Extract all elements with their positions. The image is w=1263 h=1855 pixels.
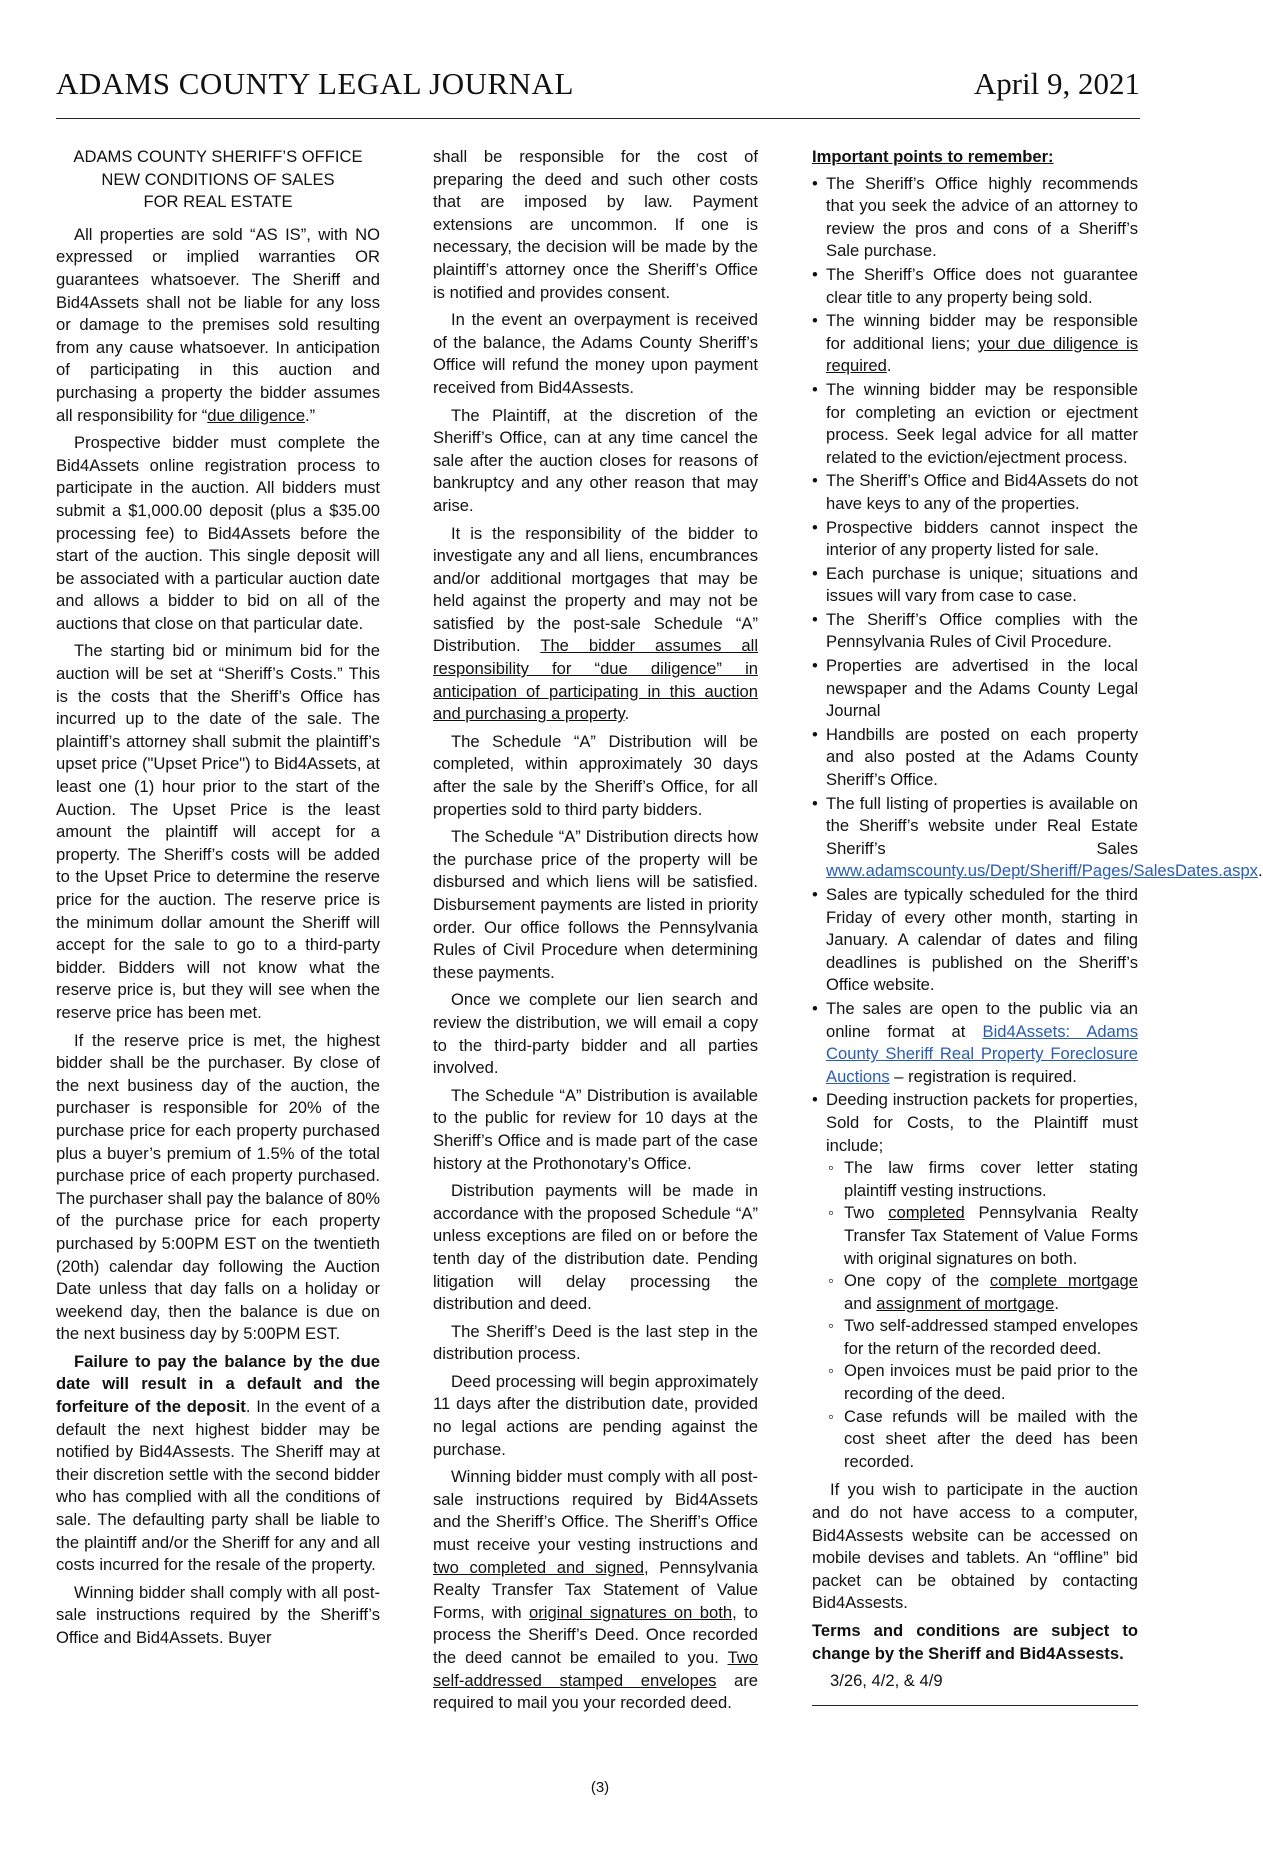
journal-title: ADAMS COUNTY LEGAL JOURNAL xyxy=(56,66,574,101)
text: , to process the Sheriff’s Deed. Once recorded the deed cannot be emailed to you. xyxy=(433,1602,758,1667)
text: One copy of the xyxy=(844,1271,990,1291)
bid4assets-auctions-link[interactable]: Bid4Assets: Adams County Sheriff Real Property Foreclosure Auctions xyxy=(826,1021,1139,1086)
text: Pennsylvania Realty Transfer Tax Statement of Value Forms with original signatures on both. xyxy=(844,1203,1138,1268)
sub-list-item xyxy=(826,1270,1138,1315)
paragraph-as-is xyxy=(56,224,380,427)
paragraph-failure-to-pay xyxy=(56,1351,380,1577)
paragraph-overpayment: In the event an overpayment is received of the balance, the Adams County Sheriff’s Office will refund the money upon payment received from Bid4Assests. xyxy=(433,310,758,397)
text: Two xyxy=(844,1203,889,1223)
paragraph-distribution-payments: Distribution payments will be made in accordance with the proposed Schedule “A” unless exceptions are filed on or before the tenth day of the distribution date. Pending litigation will delay processing the distribution and deed. xyxy=(433,1181,758,1314)
column-3 xyxy=(812,146,1263,1706)
text: The winning bidder may be responsible for additional liens; xyxy=(826,311,1138,353)
text: Winning bidder must comply with all post-sale instructions required by Bid4Assets and the Sheriff’s Office. The Sheriff’s Office must receive your vesting instructions and xyxy=(433,1467,758,1555)
list-item: • The winning bidder may be responsible for completing an eviction or ejectment process. Seek legal advice for all matter related to the eviction/ejectment process. xyxy=(812,379,1138,469)
text: Deeding instruction packets for properties, Sold for Costs, to the Plaintiff must include; xyxy=(826,1090,1138,1155)
underlined-text: two completed and signed xyxy=(433,1557,644,1577)
heading-line-3: FOR REAL ESTATE xyxy=(143,192,293,212)
list-item: • The Sheriff’s Office and Bid4Assets do not have keys to any of the properties. xyxy=(812,470,1138,515)
paragraph-deed-costs: shall be responsible for the cost of preparing the deed and such other costs that are imposed by law. Payment extensions are uncommon. If one is necessary, the decision will be made by the plaintiff’s attorney once the Sheriff’s Office is notified and provides consent. xyxy=(433,147,758,302)
underlined-text: The bidder assumes all responsibility for “due diligence” in anticipation of participating in this auction and purchasing a property xyxy=(433,636,759,724)
list-item: • Properties are advertised in the local newspaper and the Adams County Legal Journal xyxy=(812,655,1138,723)
underlined-text: your due diligence is required xyxy=(826,333,1138,376)
list-item: • Sales are typically scheduled for the third Friday of every other month, starting in January. A calendar of dates and filing deadlines is published on the Sheriff’s Office website. xyxy=(812,884,1138,997)
paragraph-deed-last-step: The Sheriff’s Deed is the last step in the distribution process. xyxy=(433,1321,758,1364)
list-item: • Handbills are posted on each property and also posted at the Adams County Sheriff’s Office. xyxy=(812,724,1138,792)
text: The full listing of properties is available on the Sheriff’s website under Real Estate Sheriff’s Sales xyxy=(826,793,1138,858)
sub-list-item xyxy=(826,1202,1138,1270)
text: . xyxy=(886,356,892,376)
bold-warning: Failure to pay the balance by the due date will result in a default and the forfeiture of the deposit xyxy=(56,1351,380,1417)
title-colon: : xyxy=(1048,147,1054,166)
text: . In the event of a default the next highest bidder may be notified by Bid4Assests. The Sheriff may at their discretion settle with the second bidder who has complied with all the conditions of sale. The defaulting party shall be liable to the plaintiff and/or the Sheriff for any and all costs incurred for the resale of the property. xyxy=(56,1397,381,1575)
issue-date: April 9, 2021 xyxy=(973,66,1140,101)
paragraph-registration: Prospective bidder must complete the Bid4Assets online registration process to participate in the auction. All bidders must submit a $1,000.00 deposit (plus a $35.00 processing fee) to Bid4Assets before the start of the auction. This single deposit will be associated with a particular auction date and allows a bidder to bid on all of the auctions that close on that particular date. xyxy=(56,433,380,633)
paragraph-schedule-a-completion: The Schedule “A” Distribution will be completed, within approximately 30 days after the sale by the Sheriff’s Office, for all properties sold to third party bidders. xyxy=(433,731,758,819)
sub-list-item: ◦ Case refunds will be mailed with the cost sheet after the deed has been recorded. xyxy=(826,1406,1138,1474)
heading-line-1: ADAMS COUNTY SHERIFF’S OFFICE xyxy=(73,147,363,166)
paragraph-lien-search: Once we complete our lien search and review the distribution, we will email a copy to the third-party bidder and all parties involved. xyxy=(433,990,758,1078)
underlined-text: completed xyxy=(888,1203,965,1223)
list-item xyxy=(812,793,1263,883)
notice-heading xyxy=(56,146,380,214)
text: It is the responsibility of the bidder to investigate any and all liens, encumbrances and/or additional mortgages that may be held against the property and may not be satisfied by the post-sale Schedule “A” Distribution. xyxy=(433,523,758,656)
list-item xyxy=(812,310,1138,378)
text: . xyxy=(1257,861,1263,881)
list-item: • Prospective bidders cannot inspect the interior of any property listed for sale. xyxy=(812,517,1138,562)
heading-line-2: NEW CONDITIONS OF SALES xyxy=(101,169,335,189)
deeding-packet-list xyxy=(826,1157,1138,1473)
column-2 xyxy=(433,146,758,1720)
list-item: • The Sheriff’s Office does not guarantee clear title to any property being sold. xyxy=(812,264,1138,309)
page-number: (3) xyxy=(590,1779,610,1796)
sheriff-sales-link[interactable]: www.adamscounty.us/Dept/Sheriff/Pages/SalesDates.aspx xyxy=(826,861,1258,881)
text: . xyxy=(1054,1293,1059,1313)
underlined-text: Two self-addressed stamped envelopes xyxy=(433,1648,758,1690)
paragraph-schedule-a-available: The Schedule “A” Distribution is available to the public for review for 10 days at the Sheriff’s Office and is made part of the case history at the Prothonotary’s Office. xyxy=(433,1085,758,1173)
paragraph-schedule-a-directs: The Schedule “A” Distribution directs how the purchase price of the property will be disbursed and which liens will be satisfied. Disbursement payments are listed in priority order. Our office follows the Pennsylvania Rules of Civil Procedure when determining these payments. xyxy=(433,827,758,982)
paragraph-deed-processing: Deed processing will begin approximately 11 days after the distribution date, provided no legal actions are pending against the purchase. xyxy=(433,1371,758,1459)
underlined-text: original signatures on both xyxy=(529,1602,733,1622)
text: , Pennsylvania Realty Transfer Tax Statement of Value Forms, with xyxy=(433,1557,758,1622)
underlined-text: complete mortgage xyxy=(989,1271,1139,1291)
sub-list-item: ◦ Two self-addressed stamped envelopes for the return of the recorded deed. xyxy=(826,1315,1138,1360)
paragraph-starting-bid: The starting bid or minimum bid for the auction will be set at “Sheriff’s Costs.” This is the costs that the Sheriff’s Office has incurred up to the date of the sale. The plaintiff’s attorney shall submit the plaintiff’s upset price ("Upset Price") to Bid4Assets, at least one (1) hour prior to the start of the Auction. The Upset Price is the least amount the plaintiff will accept for a property. The Sheriff’s costs will be added to the Upset Price to determine the reserve price for the auction. The reserve price is the minimum dollar amount the Sheriff will accept for the sale to go to a third-party bidder. Bidders will not know what the reserve price is, but they will see when the reserve price has been met. xyxy=(56,641,380,1022)
paragraph-offline-access: If you wish to participate in the auction and do not have access to a computer, Bid4Assests website can be accessed on mobile devises and tablets. An “offline” bid packet can be obtained by contacting Bid4Assests. xyxy=(812,1480,1138,1613)
important-points-title xyxy=(812,146,1138,169)
paragraph-post-sale-instructions xyxy=(433,1466,758,1715)
masthead xyxy=(56,66,1140,119)
paragraph-winning-bidder: Winning bidder shall comply with all post-sale instructions required by the Sheriff’s Office and Bid4Assets. Buyer xyxy=(56,1582,380,1647)
text: and xyxy=(844,1293,877,1313)
text: .” xyxy=(305,405,316,425)
publication-dates: 3/26, 4/2, & 4/9 xyxy=(830,1671,943,1691)
text: – registration is required. xyxy=(889,1066,1077,1086)
text: . xyxy=(624,704,630,724)
title-text: Important points to remember xyxy=(812,147,1049,166)
underlined-text: assignment of mortgage xyxy=(876,1293,1055,1313)
end-rule xyxy=(812,1705,1138,1706)
text: All properties are sold “AS IS”, with NO expressed or implied warranties OR guarantees whatsoever. The Sheriff and Bid4Assets shall not be liable for any loss or damage to the premises sold resulting from any cause whatsoever. In anticipation of participating in this auction and purchasing a property the bidder assumes all responsibility for “ xyxy=(56,224,380,425)
paragraph-reserve-met: If the reserve price is met, the highest bidder shall be the purchaser. By close of the next business day of the auction, the purchaser is responsible for 20% of the purchase price for each property purchased plus a buyer’s premium of 1.5% of the total purchase price of each property purchased. The purchaser shall pay the balance of 80% of the purchase price for each property purchased by 5:00PM EST on the twentieth (20th) calendar day following the Auction Date unless that day falls on a holiday or weekend day, then the balance is due on the next business day by 5:00PM EST. xyxy=(56,1030,380,1344)
important-points-list xyxy=(812,173,1263,1474)
terms-notice: Terms and conditions are subject to change by the Sheriff and Bid4Assests. xyxy=(812,1621,1138,1663)
sub-list-item: ◦ The law firms cover letter stating plaintiff vesting instructions. xyxy=(826,1157,1138,1202)
list-item xyxy=(812,1089,1138,1473)
sub-list-item: ◦ Open invoices must be paid prior to the recording of the deed. xyxy=(826,1360,1138,1405)
column-1 xyxy=(56,146,380,1655)
due-diligence-text: due diligence xyxy=(207,405,306,425)
list-item xyxy=(812,998,1138,1088)
text: are required to mail you your recorded deed. xyxy=(433,1670,758,1713)
paragraph-liens xyxy=(433,523,758,726)
list-item: • Each purchase is unique; situations and issues will vary from case to case. xyxy=(812,563,1138,608)
list-item: • The Sheriff’s Office highly recommends that you seek the advice of an attorney to review the pros and cons of a Sheriff’s Sale purchase. xyxy=(812,173,1138,263)
paragraph-cancel-sale: The Plaintiff, at the discretion of the Sheriff’s Office, can at any time cancel the sale after the auction closes for reasons of bankruptcy and any other reason that may arise. xyxy=(433,405,758,515)
list-item: • The Sheriff’s Office complies with the Pennsylvania Rules of Civil Procedure. xyxy=(812,609,1138,654)
text: The sales are open to the public via an online format at xyxy=(826,998,1138,1041)
